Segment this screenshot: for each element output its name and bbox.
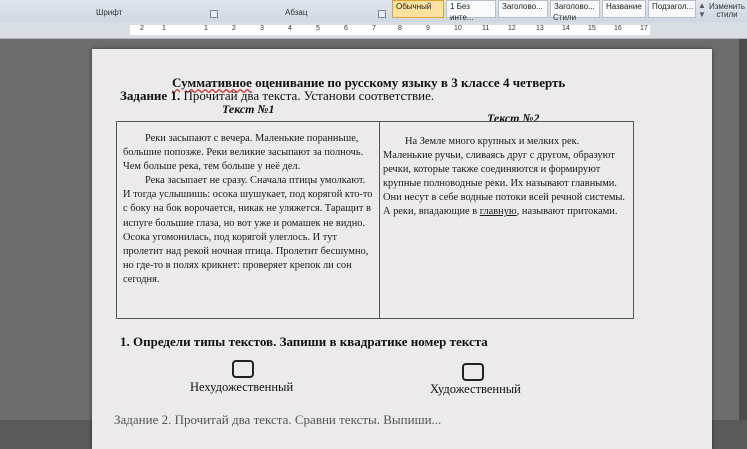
ruler-tick: 7	[372, 25, 376, 32]
horizontal-ruler[interactable]	[0, 22, 747, 39]
ruler-tick: 10	[454, 25, 462, 32]
ruler-tick: 2	[140, 25, 144, 32]
title-rest: оценивание по русскому языку в 3 классе 4 четверть	[251, 75, 566, 90]
style-subtitle[interactable]: Подзагол...	[648, 0, 696, 18]
document-page[interactable]	[92, 49, 712, 449]
ruler-tick: 12	[508, 25, 516, 32]
text1-paragraph-2: Река засыпает не сразу. Сначала птицы умолкают. И тогда услышишь: осока шушукает, под корягой кто-то с боку на бок ворочается, никак не уляжется. Таращит в испуге большие глаза, но вот уже и ромашек не видно. Осока угомонилась, под корягой улеглось. И тут пролетит над рекой ночная птица. Пролетит бесшумно, но где-то в полях крикнет: проверяет крепок ли сон сегодня.	[123, 175, 373, 285]
text1-cell[interactable]	[123, 132, 373, 287]
styles-more-icon[interactable]: ▼	[698, 10, 706, 19]
text2-cell[interactable]	[383, 135, 631, 220]
task1-heading	[120, 88, 434, 104]
task2-heading: 1. Определи типы текстов. Запиши в квадратике номер текста	[120, 334, 488, 349]
style-no-spacing[interactable]: 1 Без инте...	[446, 0, 496, 18]
styles-scroll-up-icon[interactable]: ▲	[698, 1, 706, 10]
title-first-word: Суммативное	[172, 75, 252, 90]
ruler-tick: 3	[260, 25, 264, 32]
task1-label: Задание 1.	[120, 88, 181, 103]
ruler-tick: 13	[536, 25, 544, 32]
nonfiction-answer-box[interactable]	[232, 360, 254, 378]
change-styles-button[interactable]: Изменить стили	[708, 2, 746, 19]
ruler-tick: 4	[288, 25, 292, 32]
text1-paragraph-1: Реки засыпают с вечера. Маленькие поранньше, большие попозже. Реки великие засыпают за полночь. Чем больше река, тем больше у неё дел.	[123, 133, 364, 173]
document-canvas	[0, 39, 747, 427]
table-column-divider	[379, 122, 380, 318]
text2-heading: Текст №2	[487, 111, 540, 125]
ribbon	[0, 0, 747, 23]
style-title[interactable]: Название	[602, 0, 646, 18]
task1-text: Прочитай два текста. Установи соответствие.	[180, 88, 435, 103]
ruler-tick: 5	[316, 25, 320, 32]
text1-heading: Текст №1	[222, 102, 275, 116]
ruler-tick: 8	[398, 25, 402, 32]
ruler-tick: 1	[204, 25, 208, 32]
vertical-scrollbar[interactable]	[739, 39, 747, 420]
font-dialog-launcher-icon[interactable]	[210, 10, 218, 18]
styles-group-label: Стили	[553, 13, 577, 22]
text2-underlined-word: главную	[479, 206, 517, 218]
ruler-tick: 16	[614, 25, 622, 32]
text2-part-b: , называют притоками.	[516, 206, 618, 218]
texts-table	[116, 121, 634, 319]
ruler-tick: 11	[482, 25, 490, 32]
ruler-tick: 15	[588, 25, 596, 32]
ruler-tick: 17	[640, 25, 648, 32]
text2-part-a: На Земле много крупных и мелких рек. Маленькие ручьи, сливаясь друг с другом, образуют речки, которые также соединяются и формируют крупные полноводные реки. Их называют главными. Они несут в себе водные потоки всей речной системы. А реки, впадающие в	[383, 136, 626, 218]
ruler-text-area	[130, 25, 650, 35]
paragraph-group-label: Абзац	[285, 8, 308, 17]
fiction-answer-box[interactable]	[462, 363, 484, 381]
text2-paragraph	[383, 135, 631, 220]
nonfiction-label: Нехудожественный	[190, 380, 294, 394]
ruler-tick: 2	[232, 25, 236, 32]
font-group-label: Шрифт	[96, 8, 123, 17]
ruler-tick: 9	[426, 25, 430, 32]
task3-heading-partial: Задание 2. Прочитай два текста. Сравни тексты. Выпиши...	[114, 412, 442, 427]
ruler-tick: 6	[344, 25, 348, 32]
style-heading-1[interactable]: Заголово...	[498, 0, 548, 18]
style-normal[interactable]: Обычный	[392, 0, 444, 18]
fiction-label: Художественный	[430, 382, 521, 396]
paragraph-dialog-launcher-icon[interactable]	[378, 10, 386, 18]
ruler-tick: 1	[162, 25, 166, 32]
ruler-tick: 14	[562, 25, 570, 32]
style-heading-2[interactable]: Заголово...	[550, 0, 600, 18]
